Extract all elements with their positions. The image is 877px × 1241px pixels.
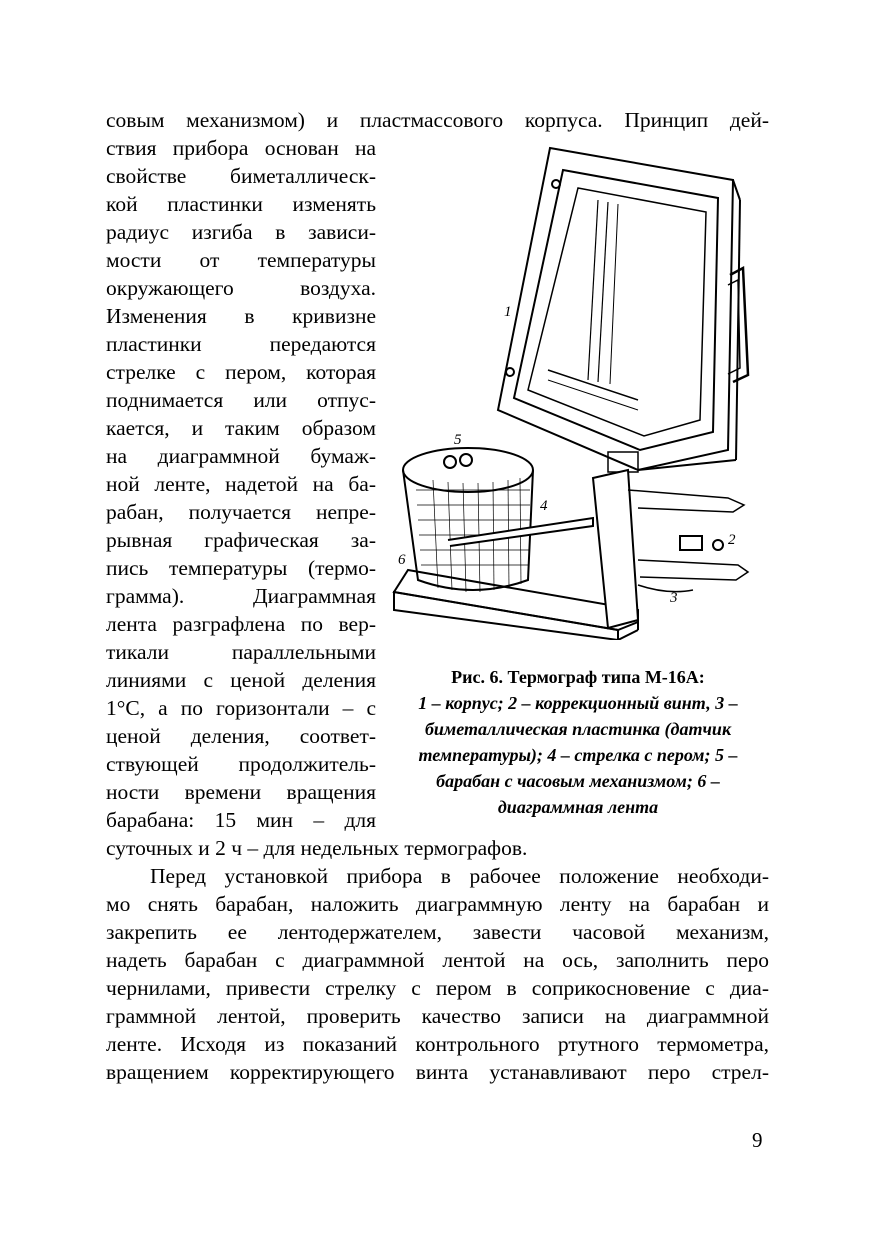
figure-label-4: 4 <box>540 498 548 514</box>
paragraph-line: совым механизмом) и пластмассового корпуса. Принцип дей- <box>106 108 769 132</box>
paragraph-line: кой пластинки изменять <box>106 192 376 216</box>
paragraph-line: пись температуры (термо- <box>106 556 376 580</box>
paragraph-line: ствия прибора основан на <box>106 136 376 160</box>
paragraph-line: ной ленте, надетой на ба- <box>106 472 376 496</box>
paragraph-line: Изменения в кривизне <box>106 304 376 328</box>
paragraph-line: лента разграфлена по вер- <box>106 612 376 636</box>
caption-line: температуры); 4 – стрелка с пером; 5 – <box>418 745 738 765</box>
caption-line: 1 – корпус; 2 – коррекционный винт, 3 – <box>418 693 738 713</box>
paragraph-line: пластинки передаются <box>106 332 376 356</box>
paragraph-line: надеть барабан с диаграммной лентой на ось, заполнить перо <box>106 948 769 972</box>
paragraph-line: поднимается или отпус- <box>106 388 376 412</box>
paragraph-line: кается, и таким образом <box>106 416 376 440</box>
paragraph-line: 1°С, а по горизонтали – с <box>106 696 376 720</box>
paragraph-line: рывная графическая за- <box>106 528 376 552</box>
paragraph-line: тикали параллельными <box>106 640 376 664</box>
paragraph-line: грамма). Диаграммная <box>106 584 376 608</box>
figure-label-3: 3 <box>670 590 678 606</box>
paragraph-line: рабан, получается непре- <box>106 500 376 524</box>
caption-line: биметаллическая пластинка (датчик <box>424 719 732 739</box>
paragraph-line: граммной лентой, проверить качество записи на диаграммной <box>106 1004 769 1028</box>
caption-line: диаграммная лента <box>497 797 659 817</box>
paragraph-line: Перед установкой прибора в рабочее положение необходи- <box>150 864 769 888</box>
figure-label-6: 6 <box>398 552 406 568</box>
figure-label-1: 1 <box>504 304 512 320</box>
paragraph-line: ценой деления, соответ- <box>106 724 376 748</box>
figure-label-5: 5 <box>454 432 462 448</box>
paragraph-line: ствующей продолжитель- <box>106 752 376 776</box>
paragraph-line: линиями с ценой деления <box>106 668 376 692</box>
paragraph-line: свойстве биметаллическ- <box>106 164 376 188</box>
thermograph-figure <box>388 140 768 640</box>
paragraph-line: на диаграммной бумаж- <box>106 444 376 468</box>
paragraph-line: мости от температуры <box>106 248 376 272</box>
paragraph-line: вращением корректирующего винта устанавливают перо стрел- <box>106 1060 769 1084</box>
paragraph-line: ленте. Исходя из показаний контрольного ртутного термометра, <box>106 1032 769 1056</box>
caption-title: Рис. 6. Термограф типа М-16А: <box>451 667 705 687</box>
caption-line: барабан с часовым механизмом; 6 – <box>436 771 720 791</box>
paragraph-line: мо снять барабан, наложить диаграммную ленту на барабан и <box>106 892 769 916</box>
paragraph-line: суточных и 2 ч – для недельных термографов. <box>106 836 528 860</box>
paragraph-line: чернилами, привести стрелку с пером в соприкосновение с диа- <box>106 976 769 1000</box>
figure-label-2: 2 <box>728 532 736 548</box>
paragraph-line: окружающего воздуха. <box>106 276 376 300</box>
paragraph-line: радиус изгиба в зависи- <box>106 220 376 244</box>
paragraph-line: стрелке с пером, которая <box>106 360 376 384</box>
paragraph-line: ности времени вращения <box>106 780 376 804</box>
page-number: 9 <box>752 1128 763 1152</box>
paragraph-line: закрепить ее лентодержателем, завести часовой механизм, <box>106 920 769 944</box>
paragraph-line: барабана: 15 мин – для <box>106 808 376 832</box>
